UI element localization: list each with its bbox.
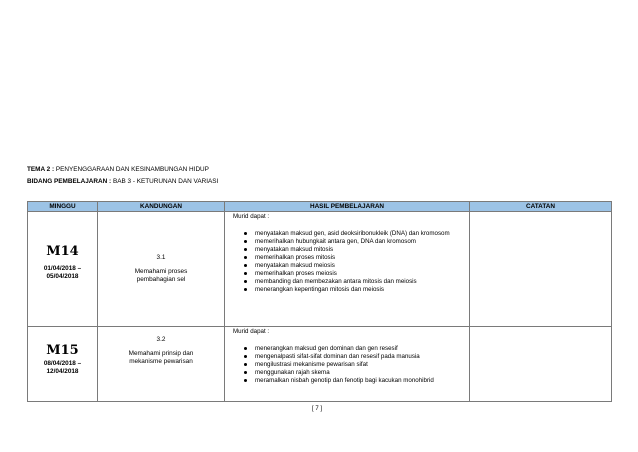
header-minggu: MINGGU [28,202,98,212]
week-dates: 08/04/2018 – 12/04/2018 [43,360,82,375]
bidang-heading [27,178,218,186]
week-code: M14 [46,244,79,259]
bullet-icon [244,272,247,275]
kandungan-cell [98,327,225,402]
outcomes-list [225,345,469,385]
bidang-label: BIDANG PEMBELAJARAN : [27,178,112,185]
list-item: menyatakan maksud mitosis [225,246,469,254]
week-cell [28,212,98,327]
week-dates: 01/04/2018 – 05/04/2018 [43,265,82,280]
header-kandungan: KANDUNGAN [98,202,225,212]
list-item: memerihalkan proses mitosis [225,254,469,262]
list-item: memerihalkan hubungkait antara gen, DNA dan kromosom [225,238,469,246]
tema-heading [27,166,209,174]
header-catatan: CATATAN [470,202,612,212]
tema-text: PENYENGGARAAN DAN KESINAMBUNGAN HIDUP [55,166,209,173]
list-item: mengilustrasi mekanisme pewarisan sifat [225,361,469,369]
table-row [28,327,612,402]
list-item: menyatakan maksud meiosis [225,262,469,270]
bullet-icon [244,248,247,251]
page-number: [ 7 ] [312,406,323,412]
learning-outcomes-cell [225,212,470,327]
bullet-icon [244,355,247,358]
bidang-text: BAB 3 - KETURUNAN DAN VARIASI [112,178,219,185]
table-row [28,212,612,327]
table-header-row [28,202,612,212]
list-item: membanding dan membezakan antara mitosis dan meiosis [225,278,469,286]
bullet-icon [244,371,247,374]
kandungan-text: Memahami proses pembahagian sel [134,268,188,283]
bullet-icon [244,256,247,259]
header-hasil-pembelajaran: HASIL PEMBELAJARAN [225,202,470,212]
outcomes-list [225,230,469,294]
kandungan-code: 3.1 [156,254,166,261]
week-code: M15 [46,343,79,358]
outcomes-intro: Murid dapat : [233,213,270,220]
list-item: menerangkan maksud gen dominan dan gen resesif [225,345,469,353]
bullet-icon [244,240,247,243]
bullet-icon [244,280,247,283]
tema-label: TEMA 2 : [27,166,55,173]
bullet-icon [244,264,247,267]
bullet-icon [244,288,247,291]
bullet-icon [244,232,247,235]
catatan-cell [470,327,612,402]
bullet-icon [244,363,247,366]
bullet-icon [244,379,247,382]
list-item: menerangkan kepentingan mitosis dan meiosis [225,286,469,294]
kandungan-code: 3.2 [156,336,166,343]
bullet-icon [244,347,247,350]
week-cell [28,327,98,402]
list-item: mengenalpasti sifat-sifat dominan dan resesif pada manusia [225,353,469,361]
catatan-cell [470,212,612,327]
list-item: memerihalkan proses meiosis [225,270,469,278]
learning-outcomes-cell [225,327,470,402]
list-item: menggunakan rajah skema [225,369,469,377]
list-item: meramalkan nisbah genotip dan fenotip bagi kacukan monohibrid [225,377,469,385]
kandungan-cell [98,212,225,327]
list-item: menyatakan maksud gen, asid deoksiribonukleik (DNA) dan kromosom [225,230,469,238]
kandungan-text: Memahami prinsip dan mekanisme pewarisan [128,350,194,365]
outcomes-intro: Murid dapat : [233,328,270,335]
lesson-plan-table [27,201,612,402]
